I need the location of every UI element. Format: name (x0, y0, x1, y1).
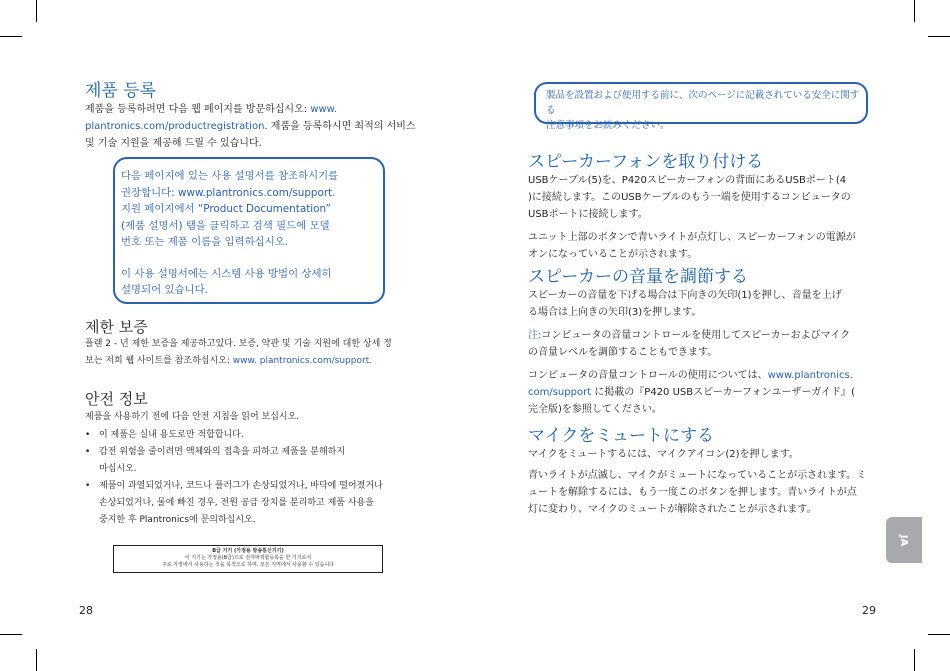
note-label: 注: (528, 330, 542, 341)
attach-body: USBケーブル(5)を、P420スピーカーフォンの背面にあるUSBポート(4 )に接続します。このUSBケーブルのもう一端を使用するコンピュータの USBポートに接続します。 ユニット上部のボタンで青いライトが点灯し、スピーカーフォンの電源が オンになっていることが示されます。 (528, 175, 856, 260)
documentation-callout-text: 다음 페이지에 있는 사용 설명서를 참조하시기를 권장합니다: www.plantronics.com/support. 지원 페이지에서 “Product Documentation” (제품 설명서) 탭을 클릭하고 검색 필드에 모델 번호 또는 제품 이름을 입력하십시오. 이 사용 설명서에는 시스템 사용 방법이 상세히 설명되어 있습니다. (121, 170, 339, 296)
support-link[interactable]: www. plantronics.com/support. (232, 356, 373, 366)
certification-box: B급 기기 (가정용 방송통신기기) 이 기기는 가정용(B급)으로 전자파적합등록을 한 기기로서 주로 가정에서 사용하는 것을 목적으로 하며, 모든 지역에서 사용할 수 있습니다 (113, 545, 383, 573)
right-page (475, 0, 950, 671)
safety-heading: 안전 정보 (85, 390, 148, 408)
safety-bullet: • 제품이 과열되었거나, 코드나 플러그가 손상되었거나, 바닥에 떨어졌거나 손상되었거나, 물에 빠진 경우, 전원 공급 장치를 분리하고 제품 사용을 중지한 후 Plantronics에 문의하십시오. (85, 481, 383, 525)
safety-bullet: • 이 제품은 실내 용도로만 적합합니다. (85, 430, 244, 440)
mute-heading: マイクをミュートにする (528, 426, 714, 446)
page-number: 28 (79, 604, 93, 617)
attach-heading: スピーカーフォンを取り付ける (528, 152, 764, 172)
support-link-cont[interactable]: com/support (528, 387, 592, 398)
limited-warranty-body: 플랜 2 - 년 제한 보증을 제공하고있다. 보증, 약관 및 기술 지원에 대한 상세 정 보는 저희 웹 사이트를 참조하십시오: www. plantronics.com/support. (85, 339, 392, 366)
safety-intro: 제품을 사용하기 전에 다음 안전 지침을 읽어 보십시오. (85, 412, 300, 422)
page-number: 29 (862, 604, 876, 617)
safety-bullet: • 감전 위험을 줄이려면 액체와의 접촉을 피하고 제품을 분해하지 마십시오. (85, 447, 346, 474)
volume-heading: スピーカーの音量を調節する (528, 267, 748, 287)
safety-callout-text: 製品を設置および使用する前に、次のページに記載されている安全に関する 注意事項をお読みください。 (546, 90, 860, 131)
language-tab: JA (886, 517, 922, 563)
limited-warranty-heading: 제한 보증 (85, 318, 148, 336)
volume-body: スピーカーの音量を下げる場合は下向きの矢印(1)を押し、音量を上げ る場合は上向きの矢印(3)を押します。 注:コンピュータの音量コントロールを使用してスピーカーおよびマイク の音量レベルを調節することもできます。 コンピュータの音量コントロールの使用については、www.plantronics. com/support に掲載の『P420 USBスピーカーフォンユーザーガイド』( 完全版)を参照してください。 (528, 290, 855, 415)
mute-body: マイクをミュートするには、マイクアイコン(2)を押します。 青いライトが点滅し、マイクがミュートになっていることが示されます。ミ ュートを解除するには、もう一度このボタンを押します。青いライトが点 灯に変わり、マイクのミュートが解除されたことが示されます。 (528, 449, 867, 515)
support-link[interactable]: www.plantronics. (767, 370, 853, 381)
product-registration-heading: 제품 등록 (85, 81, 157, 101)
product-registration-body: 제품을 등록하려면 다음 웹 페이지를 방문하십시오: www. plantronics.com/productregistration. 제품을 등록하시면 최적의 서비스 및 기술 지원을 제공해 드릴 수 있습니다. (85, 104, 416, 149)
registration-link[interactable]: www. (310, 104, 338, 115)
registration-link-cont[interactable]: plantronics.com/productregistration (85, 121, 265, 132)
